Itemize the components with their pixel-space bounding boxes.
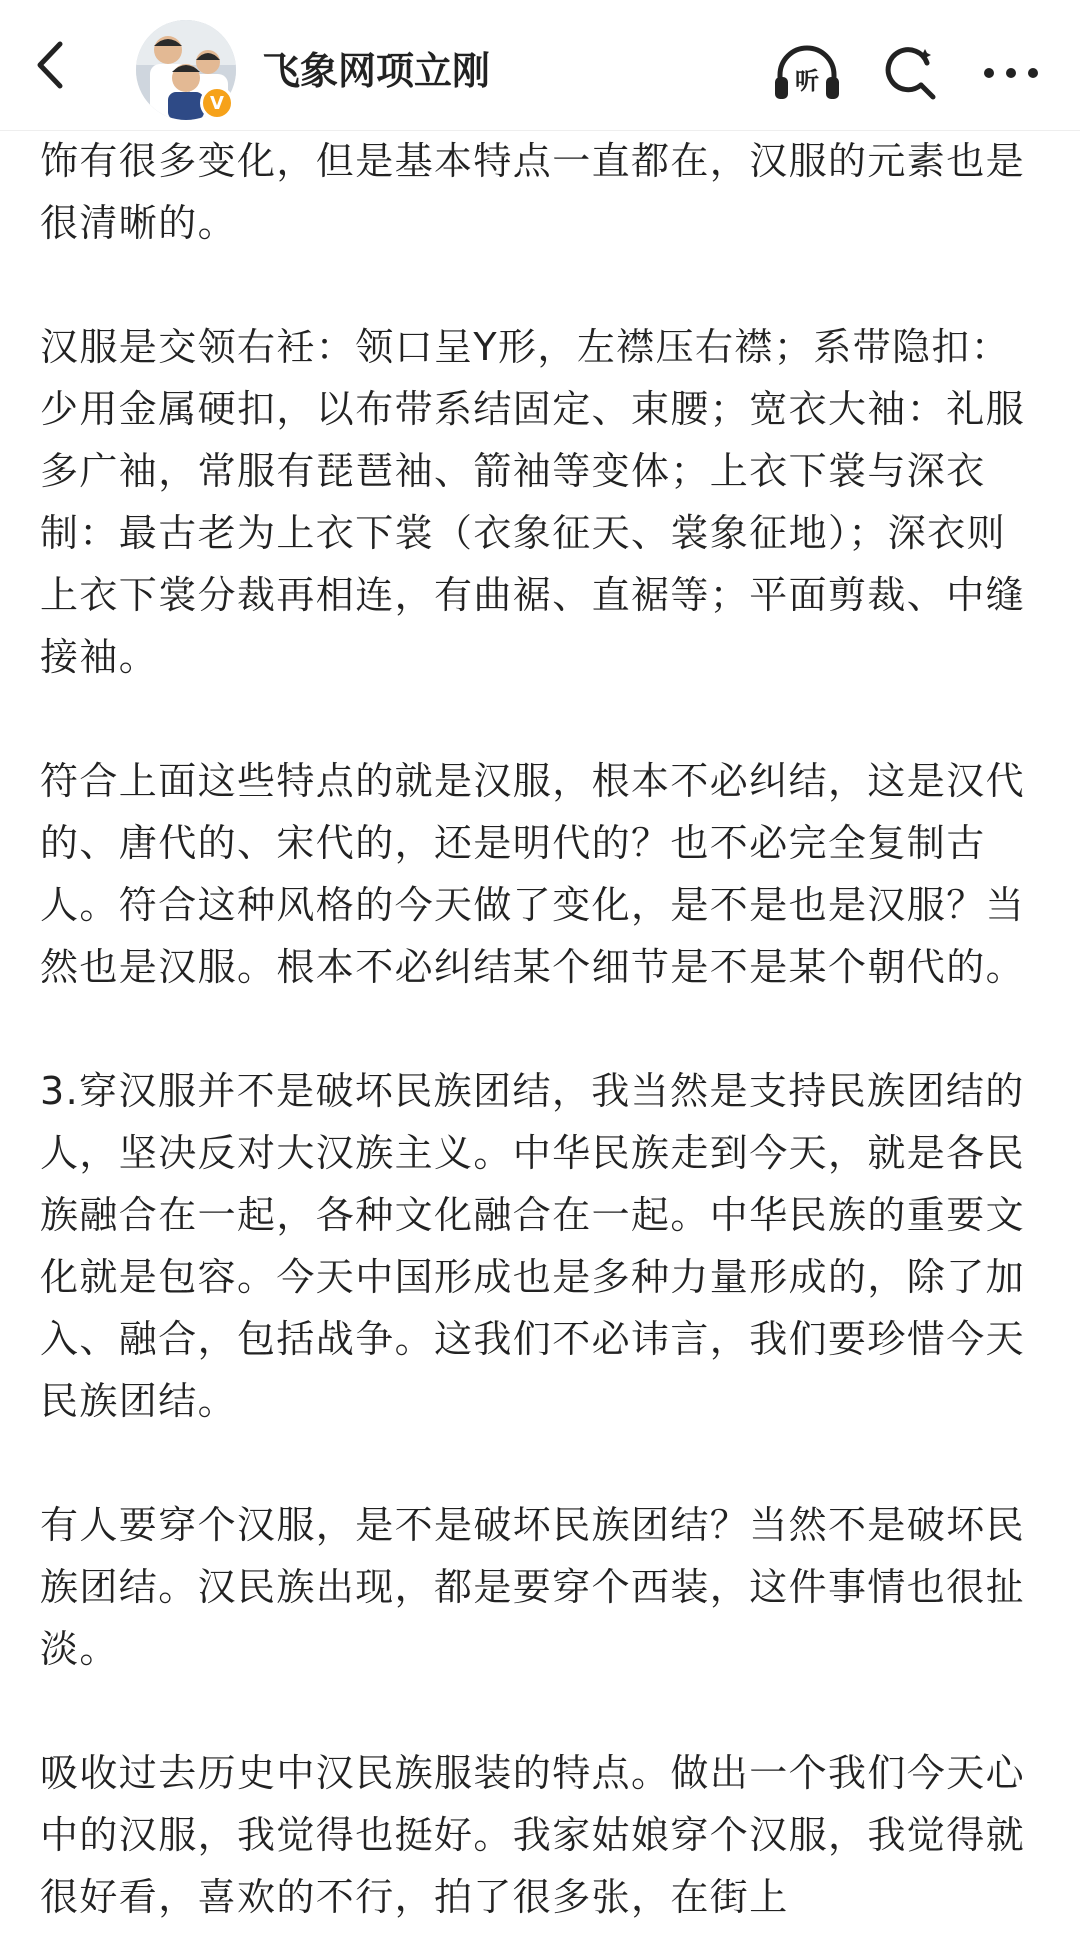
paragraph: 饰有很多变化，但是基本特点一直都在，汉服的元素也是很清晰的。 — [40, 139, 1026, 245]
post-body — [40, 130, 1040, 1928]
paragraph: 吸收过去历史中汉民族服装的特点。做出一个我们今天心中的汉服，我觉得也挺好。我家姑娘穿个汉服，我觉得就很好看，喜欢的不行，拍了很多张，在街上 — [40, 1751, 1026, 1919]
paragraph: 有人要穿个汉服，是不是破坏民族团结？当然不是破坏民族团结。汉民族出现，都是要穿个西装，这件事情也很扯淡。 — [40, 1503, 1026, 1671]
paragraph: 符合上面这些特点的就是汉服，根本不必纠结，这是汉代的、唐代的、宋代的，还是明代的？也不必完全复制古人。符合这种风格的今天做了变化，是不是也是汉服？当然也是汉服。根本不必纠结某个细节是不是某个朝代的。 — [40, 759, 1026, 989]
author-name[interactable]: 飞象网项立刚 — [262, 49, 491, 93]
more-dots-icon — [981, 63, 1041, 83]
top-bar — [0, 0, 1080, 131]
more-button[interactable] — [976, 38, 1046, 108]
back-button[interactable] — [20, 35, 80, 95]
listen-label: 听 — [795, 67, 819, 95]
verified-badge: V — [200, 86, 234, 120]
paragraph: 汉服是交领右衽：领口呈Y形，左襟压右襟；系带隐扣：少用金属硬扣，以布带系结固定、束腰；宽衣大袖：礼服多广袖，常服有琵琶袖、箭袖等变体；上衣下裳与深衣制：最古老为上衣下裳（衣象征天、裳象征地）；深衣则上衣下裳分裁再相连，有曲裾、直裾等；平面剪裁、中缝接袖。 — [40, 325, 1026, 679]
search-icon — [881, 43, 941, 103]
chevron-left-icon — [30, 40, 70, 90]
listen-button[interactable] — [772, 38, 842, 108]
search-button[interactable] — [876, 38, 946, 108]
headphones-icon — [772, 43, 842, 103]
paragraph: 3.穿汉服并不是破坏民族团结，我当然是支持民族团结的人，坚决反对大汉族主义。中华民族走到今天，就是各民族融合在一起，各种文化融合在一起。中华民族的重要文化就是包容。今天中国形成也是多种力量形成的，除了加入、融合，包括战争。这我们不必讳言，我们要珍惜今天民族团结。 — [40, 1069, 1026, 1423]
